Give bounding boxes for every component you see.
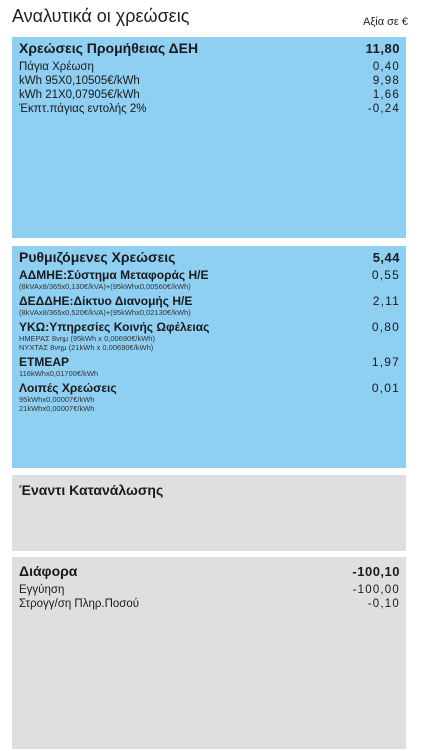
misc-value: -0,10: [367, 598, 400, 610]
regulated-item: [12, 269, 406, 291]
charge-value: 0,40: [372, 61, 400, 73]
regulated-item-value: 1,97: [371, 355, 400, 369]
regulated-item-label: ΕΤΜΕΑΡ: [19, 355, 70, 369]
regulated-charges-header: [12, 249, 406, 265]
consumption-title: Έναντι Κατανάλωσης: [19, 482, 164, 498]
regulated-item: [12, 382, 406, 413]
charge-label: Πάγια Χρέωση: [19, 61, 94, 73]
regulated-item-detail: 95kWhx0,00007€/kWh: [19, 395, 95, 404]
misc-title: Διάφορα: [19, 563, 78, 579]
regulated-item-detail: 21kWhx0,00007€/kWh: [19, 404, 95, 413]
regulated-charges-section: [12, 246, 406, 468]
regulated-charges-total: 5,44: [372, 250, 400, 265]
consumption-header: [12, 482, 406, 498]
regulated-item-label: Λοιπές Χρεώσεις: [19, 381, 117, 395]
charge-label: Έκπτ.πάγιας εντολής 2%: [19, 103, 147, 115]
supplier-charges-header: [12, 40, 406, 56]
regulated-charges-title: Ρυθμιζόμενες Χρεώσεις: [19, 249, 176, 265]
misc-row: [12, 583, 406, 597]
regulated-item-detail: ΗΜΕΡΑΣ 8νημ (95kWh x 0,00690€/kWh): [19, 334, 155, 343]
misc-label: Εγγύηση: [19, 584, 65, 596]
regulated-item-detail: ΝΥΧΤΑΣ 8νημ (21kWh x 0,00690€/kWh): [19, 343, 154, 352]
currency-note: Αξία σε €: [363, 16, 408, 28]
misc-header: [12, 563, 406, 579]
supplier-charges-total: 11,80: [365, 41, 400, 56]
regulated-item-value: 0,80: [371, 320, 400, 334]
misc-value: -100,00: [352, 584, 400, 596]
charge-row: [12, 102, 406, 116]
charge-value: 9,98: [372, 75, 400, 87]
charge-row: [12, 60, 406, 74]
regulated-item: [12, 321, 406, 352]
charge-row: [12, 88, 406, 102]
misc-total: -100,10: [352, 564, 400, 579]
charge-value: -0,24: [367, 103, 400, 115]
regulated-item-detail: (8kVAx8/365x0,520€/kVA)+(95kWhx0,02130€/kWh): [19, 308, 191, 317]
misc-section: [12, 557, 406, 749]
regulated-item-detail: (8kVAx8/365x0,130€/kVA)+(95kWhx0,00560€/kWh): [19, 282, 191, 291]
regulated-item-value: 2,11: [372, 294, 400, 308]
regulated-item-value: 0,55: [371, 268, 400, 282]
supplier-charges-title: Χρεώσεις Προμήθειας ΔΕΗ: [19, 40, 199, 56]
charge-label: kWh 95X0,10505€/kWh: [19, 75, 140, 87]
regulated-item: [12, 295, 406, 317]
charge-row: [12, 74, 406, 88]
page-title: Αναλυτικά οι χρεώσεις: [12, 6, 190, 26]
regulated-item: [12, 356, 406, 378]
supplier-charges-section: [12, 37, 406, 238]
regulated-item-label: ΥΚΩ:Υπηρεσίες Κοινής Ωφέλειας: [19, 320, 210, 334]
regulated-item-label: ΔΕΔΔΗΕ:Δίκτυο Διανομής Η/Ε: [19, 294, 193, 308]
charge-value: 1,66: [372, 89, 400, 101]
regulated-item-value: 0,01: [371, 381, 400, 395]
regulated-item-label: ΑΔΜΗΕ:Σύστημα Μεταφοράς Η/Ε: [19, 268, 209, 282]
consumption-section: [12, 475, 406, 551]
regulated-item-detail: 116kWhx0,01700€/kWh: [19, 369, 99, 378]
misc-label: Στρογγ/ση Πληρ.Ποσού: [19, 598, 140, 610]
misc-row: [12, 597, 406, 611]
charge-label: kWh 21X0,07905€/kWh: [19, 89, 140, 101]
